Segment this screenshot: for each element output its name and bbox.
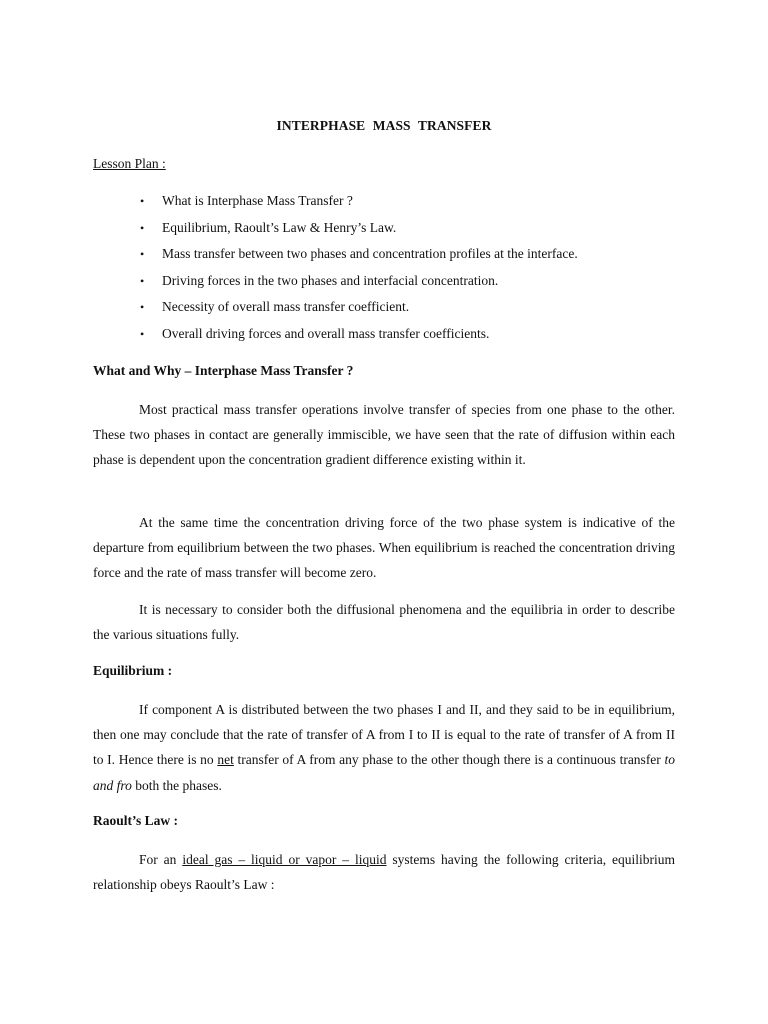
paragraph-text: systems having the following criteria, equilibrium relationship obeys Raoult’s Law :: [93, 852, 676, 893]
paragraph-what-why-1: [93, 397, 675, 473]
paragraph-text: both the phases.: [131, 777, 222, 793]
list-item: [140, 192, 578, 219]
bullet-icon: •: [140, 326, 145, 341]
paragraph-what-why-3: [93, 597, 675, 647]
list-item-text: Mass transfer between two phases and concentration profiles at the interface.: [162, 246, 578, 261]
list-item: [140, 245, 578, 272]
paragraph-equilibrium: [93, 697, 675, 798]
page-title: INTERPHASE MASS TRANSFER: [276, 118, 492, 133]
paragraph-text: Most practical mass transfer operations involve transfer of species from one phase to the other. These two phases in contact are generally immiscible, we have seen that the rate of diffusion within each phase is dependent upon the concentration gradient difference existing within it.: [93, 402, 675, 468]
lesson-plan-label: Lesson Plan :: [93, 156, 166, 171]
paragraph-text: For an: [139, 852, 183, 867]
bullet-icon: •: [140, 220, 145, 235]
bullet-icon: •: [140, 194, 145, 208]
bullet-icon: •: [140, 273, 145, 288]
list-item-text: Equilibrium, Raoult’s Law & Henry’s Law.: [162, 219, 397, 235]
paragraph-text: transfer of A from any phase to the other though there is a continuous transfer: [233, 752, 665, 768]
list-item: [140, 272, 578, 299]
paragraph-text: If component A is distributed between the two phases I and II, and they said to be in equilibrium, then one may conclude that the rate of transfer of A from I to II is equal to the rate of transfer of A from II to I. Hence there is no: [93, 702, 675, 768]
emphasis-to-and-fro: to and fro: [93, 752, 675, 793]
list-item: [140, 298, 578, 325]
section-heading-what-why: What and Why – Interphase Mass Transfer ?: [93, 363, 354, 378]
emphasis-system-types: ideal gas – liquid or vapor – liquid: [182, 852, 387, 867]
list-item-text: What is Interphase Mass Transfer ?: [162, 193, 353, 208]
emphasis-net: net: [217, 752, 234, 768]
list-item: [140, 219, 578, 246]
paragraph-what-why-2: [93, 510, 675, 586]
list-item-text: Overall driving forces and overall mass transfer coefficients.: [162, 325, 490, 341]
bullet-icon: •: [140, 247, 145, 261]
paragraph-text: It is necessary to consider both the diffusional phenomena and the equilibria in order to describe the various situations fully.: [93, 602, 675, 643]
lesson-plan-list: [140, 192, 578, 351]
section-heading-equilibrium: Equilibrium :: [93, 663, 173, 678]
list-item: [140, 325, 578, 352]
list-item-text: Driving forces in the two phases and interfacial concentration.: [162, 272, 499, 288]
list-item-text: Necessity of overall mass transfer coefficient.: [162, 299, 410, 314]
paragraph-text: At the same time the concentration driving force of the two phase system is indicative of the departure from equilibrium between the two phases. When equilibrium is reached the concentration driving force and the rate of mass transfer will become zero.: [93, 515, 675, 581]
paragraph-raoult: [93, 847, 675, 897]
section-heading-raoult: Raoult’s Law :: [93, 813, 179, 828]
bullet-icon: •: [140, 300, 145, 314]
